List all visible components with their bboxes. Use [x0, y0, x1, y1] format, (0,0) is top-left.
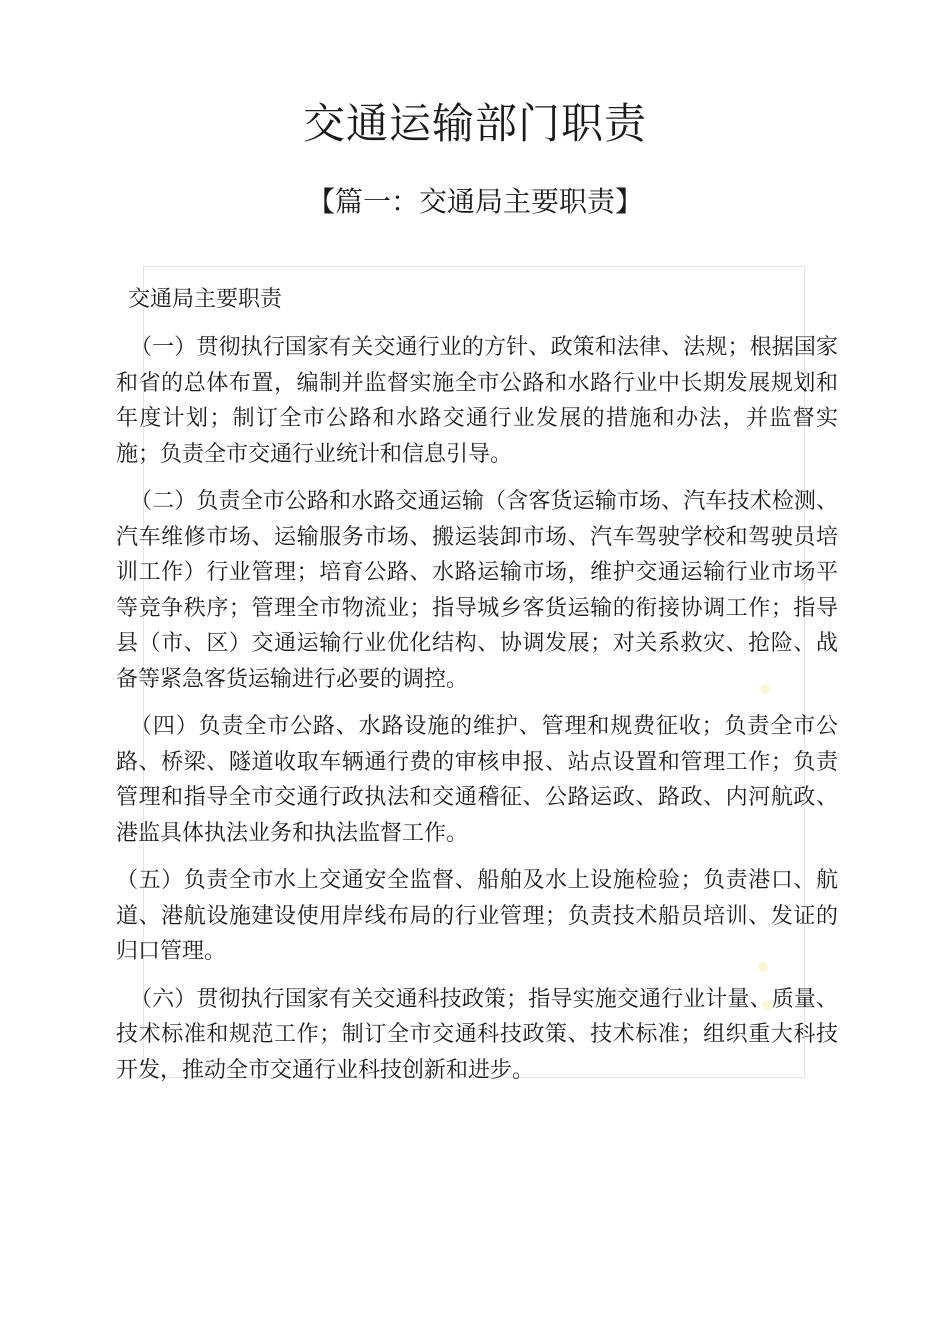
- paragraph-2: （二）负责全市公路和水路交通运输（含客货运输市场、汽车技术检测、汽车维修市场、运输服务市场、搬运装卸市场、汽车驾驶学校和驾驶员培训工作）行业管理；培育公路、水路运输市场，维护交通运输行业市场平等竞争秩序；管理全市物流业；指导城乡客货运输的衔接协调工作；指导县（市、区）交通运输行业优化结构、协调发展；对关系救灾、抢险、战备等紧急客货运输进行必要的调控。: [116, 489, 838, 692]
- paragraph-4: （四）负责全市公路、水路设施的维护、管理和规费征收；负责全市公路、桥梁、隧道收取车辆通行费的审核申报、站点设置和管理工作；负责管理和指导全市交通行政执法和交通稽征、公路运政、路政、内河航政、港监具体执法业务和执法监督工作。: [116, 714, 838, 846]
- sub-heading: 交通局主要职责: [128, 287, 283, 312]
- document-title: 交通运输部门职责: [302, 99, 647, 148]
- document-body: [116, 282, 838, 1100]
- paragraph-1: （一）贯彻执行国家有关交通行业的方针、政策和法律、法规；根据国家和省的总体布置，编制并监督实施全市公路和水路行业中长期发展规划和年度计划；制订全市公路和水路交通行业发展的措施和办法，并监督实施；负责全市交通行业统计和信息引导。: [116, 335, 838, 467]
- paragraph-5: （五）负责全市水上交通安全监督、船舶及水上设施检验；负责港口、航道、港航设施建设使用岸线布局的行业管理；负责技术船员培训、发证的归口管理。: [116, 868, 838, 964]
- paragraph-6: （六）贯彻执行国家有关交通科技政策；指导实施交通行业计量、质量、技术标准和规范工作；制订全市交通科技政策、技术标准；组织重大科技开发，推动全市交通行业科技创新和进步。: [116, 986, 838, 1083]
- section-title: 【篇一：交通局主要职责】: [306, 185, 643, 218]
